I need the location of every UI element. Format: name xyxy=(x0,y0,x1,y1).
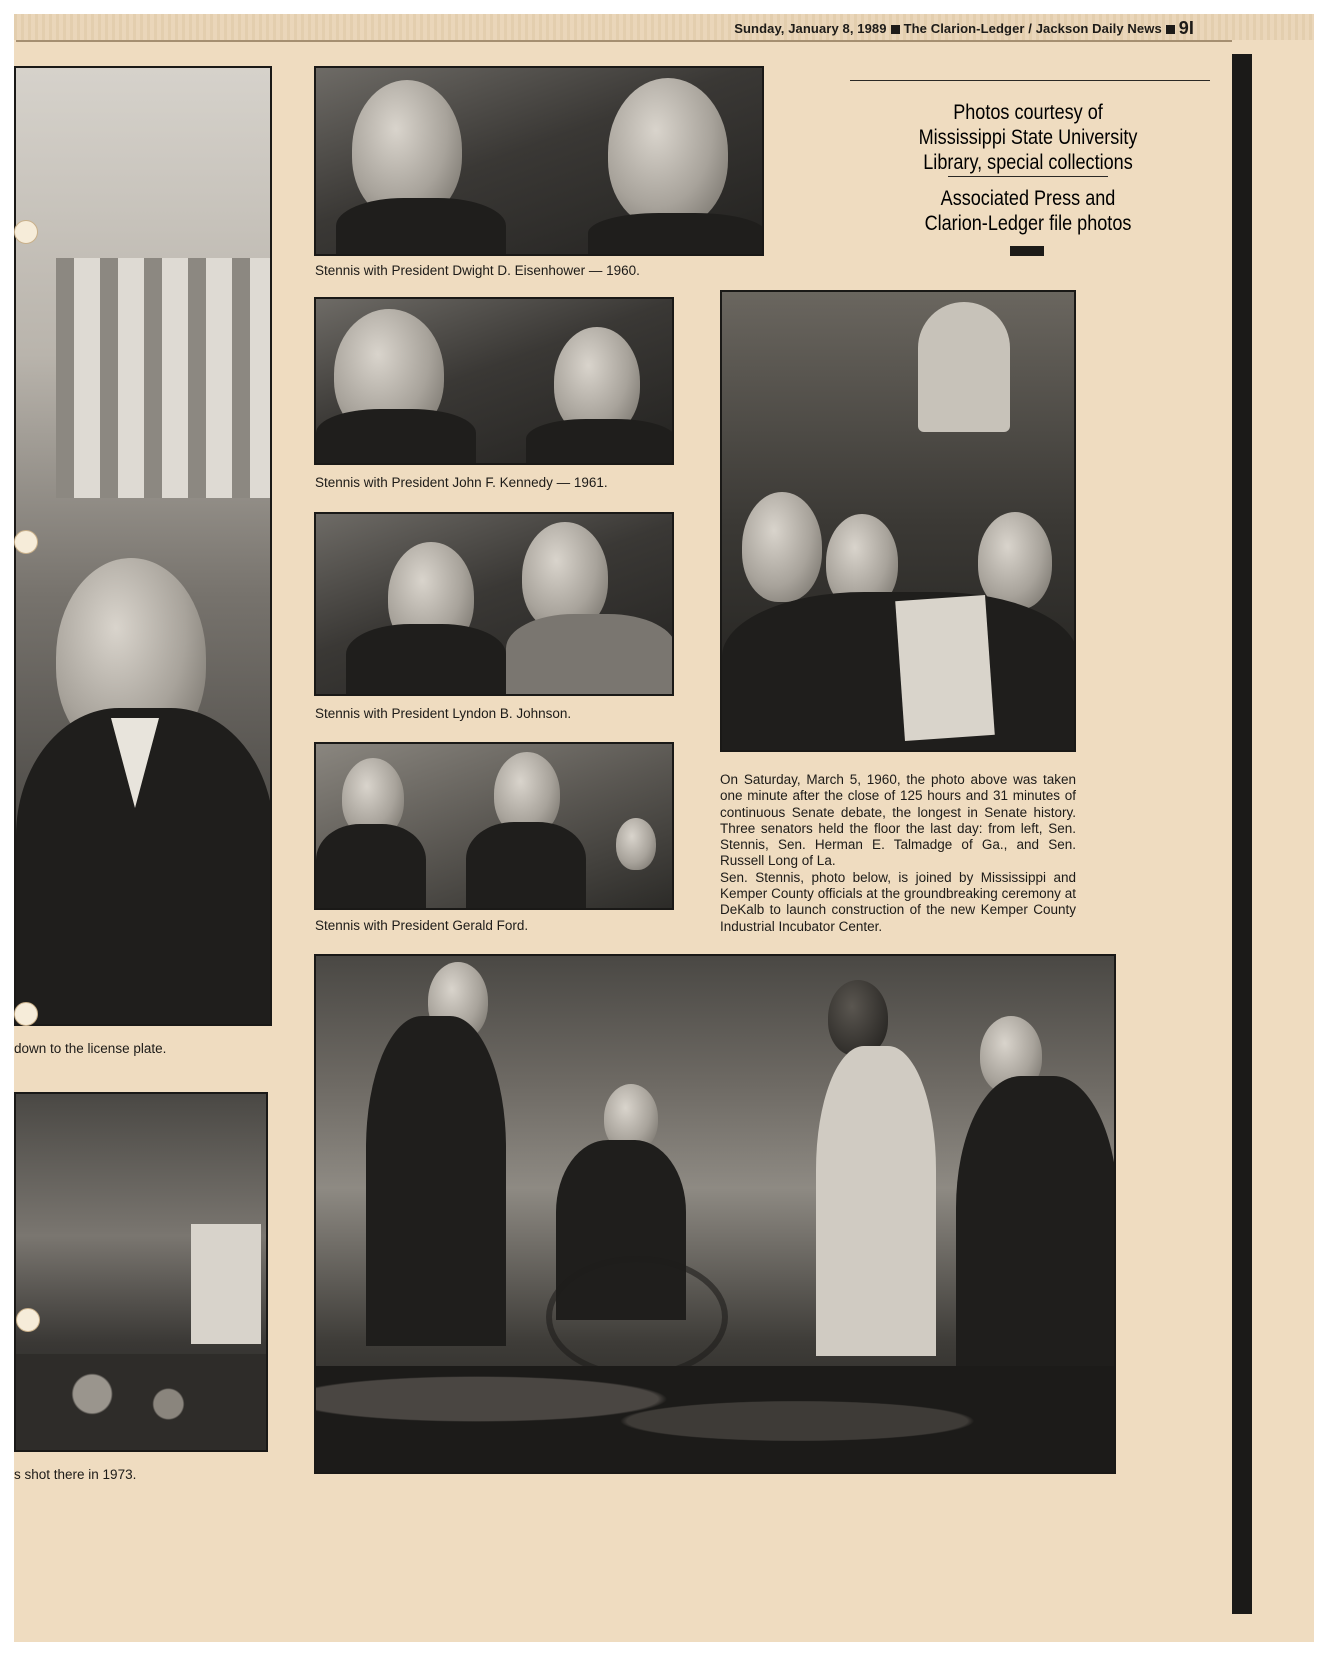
photo-groundbreaking xyxy=(314,954,1116,1474)
square-bullet-icon xyxy=(891,25,900,34)
masthead-paper: The Clarion-Ledger / Jackson Daily News xyxy=(903,21,1162,36)
caption-eisenhower: Stennis with President Dwight D. Eisenhower — 1960. xyxy=(315,263,640,278)
credit-rule xyxy=(850,80,1210,81)
suit-official-1 xyxy=(366,1016,506,1346)
newspaper-page xyxy=(14,14,1314,1642)
suit-kennedy xyxy=(526,419,674,465)
crowd xyxy=(16,1354,268,1452)
suit-ford xyxy=(466,822,586,910)
page-number: 9I xyxy=(1178,18,1194,38)
photo-kennedy xyxy=(314,297,674,465)
caption-ford: Stennis with President Gerald Ford. xyxy=(315,918,529,933)
photo-stennis-portrait xyxy=(14,66,272,1026)
binder-hole xyxy=(14,530,38,554)
caption-left-bottom: s shot there in 1973. xyxy=(14,1467,137,1482)
top-rule xyxy=(16,40,1232,42)
binder-hole xyxy=(16,1308,40,1332)
square-bullet-icon xyxy=(1166,25,1175,34)
photo-senate-clock xyxy=(720,290,1076,752)
clock-face xyxy=(918,302,1010,432)
story-para-1: On Saturday, March 5, 1960, the photo above was taken one minute after the close of 125 hours and 31 minutes of continuous Senate debate, the longest in Senate history. Three senators held the floor the last day: from left, Sen. Stennis, Sen. Herman E. Talmadge of Ga., and Sen. Russell Long of La. xyxy=(720,772,1076,869)
face-aide xyxy=(616,818,656,870)
page-edge-shadow xyxy=(1232,54,1252,1614)
photo-johnson xyxy=(314,512,674,696)
caption-kennedy: Stennis with President John F. Kennedy — 1961. xyxy=(315,475,608,490)
story-para-2: Sen. Stennis, photo below, is joined by Mississippi and Kemper County officials at the groundbreaking ceremony at DeKalb to launch construction of the new Kemper County Industrial Incubator Center. xyxy=(720,869,1076,934)
face-long xyxy=(978,512,1052,610)
house-facade xyxy=(191,1224,261,1344)
suit-official-3 xyxy=(956,1076,1116,1406)
suit-johnson xyxy=(506,614,674,696)
dirt-ground xyxy=(316,1366,1116,1474)
photo-ford xyxy=(314,742,674,910)
suit-stennis-2 xyxy=(316,409,476,465)
face-official-2 xyxy=(828,980,888,1056)
calendar xyxy=(895,595,995,741)
wheelchair xyxy=(546,1256,728,1378)
face-stennis-5 xyxy=(742,492,822,602)
suit-stennis-4 xyxy=(316,824,426,910)
suit-eisenhower xyxy=(336,198,506,256)
face-stennis-1 xyxy=(608,78,728,228)
masthead-date: Sunday, January 8, 1989 xyxy=(734,21,887,36)
photo-eisenhower xyxy=(314,66,764,256)
story-text xyxy=(720,772,1076,935)
suit-stennis-1 xyxy=(588,213,764,256)
binder-hole xyxy=(14,220,38,244)
binder-hole xyxy=(14,1002,38,1026)
suit-stennis-3 xyxy=(346,624,506,696)
photo-credit-primary: Photos courtesy of Mississippi State University Library, special collections xyxy=(918,101,1138,174)
photo-credit-secondary: Associated Press and Clarion-Ledger file photos xyxy=(924,187,1132,235)
jacket-official-2 xyxy=(816,1046,936,1356)
photo-house xyxy=(14,1092,268,1452)
credit-end-bar xyxy=(1010,246,1044,256)
caption-left-top: down to the license plate. xyxy=(14,1041,167,1056)
masthead xyxy=(734,18,1194,39)
credit-divider xyxy=(948,176,1108,177)
caption-johnson: Stennis with President Lyndon B. Johnson. xyxy=(315,706,572,721)
building-columns xyxy=(56,258,272,498)
